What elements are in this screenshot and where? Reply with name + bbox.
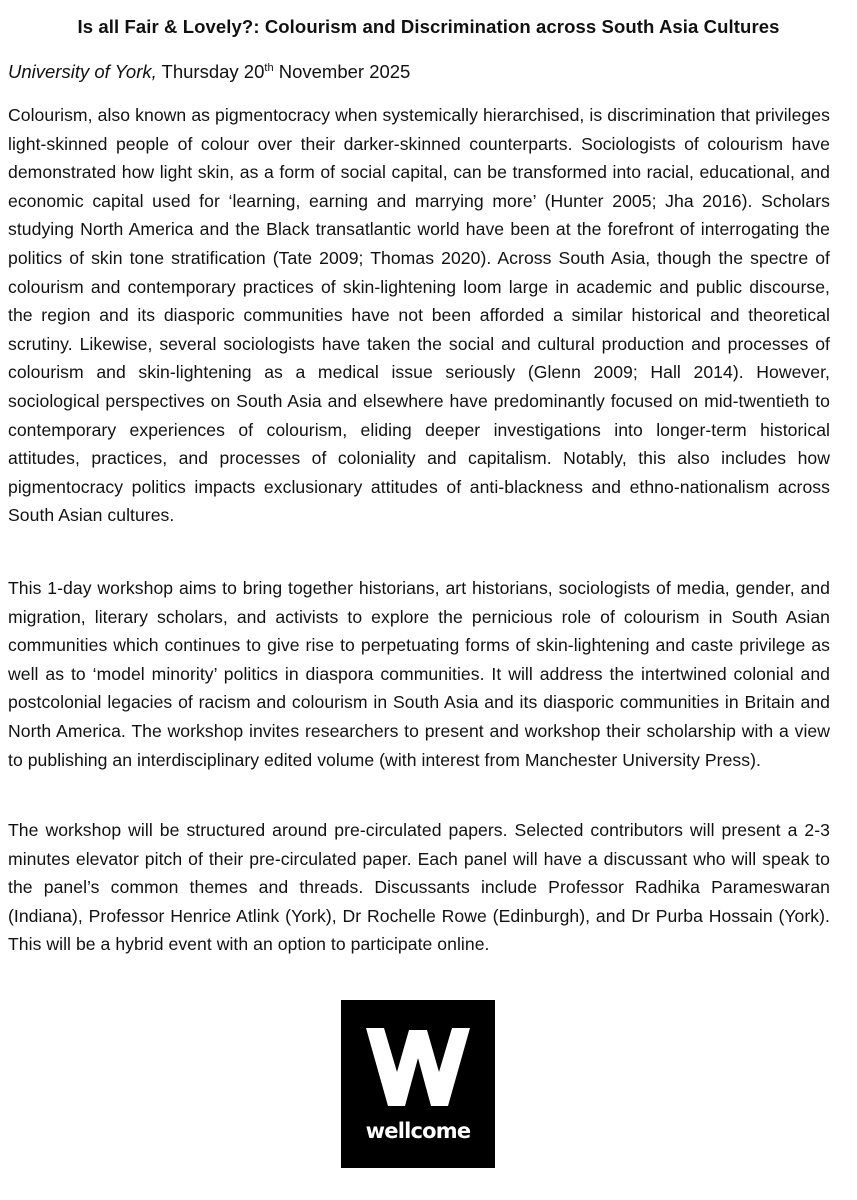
event-date-ordinal: th [264, 62, 274, 74]
event-dateline [8, 60, 410, 84]
event-date-suffix: November 2025 [273, 61, 411, 82]
event-date-prefix: Thursday 20 [156, 61, 265, 82]
page-title: Is all Fair & Lovely?: Colourism and Discrimination across South Asia Cultures [77, 16, 780, 37]
body-paragraph-1: Colourism, also known as pigmentocracy when systemically hierarchised, is discrimination that privileges light-skinned people of colour over their darker-skinned counterparts. Sociologists of colourism have demonstrated how light skin, as a form of social capital, can be transformed into racial, educational, and economic capital used for ‘learning, earning and marrying more’ (Hunter 2005; Jha 2016). Scholars studying North America and the Black transatlantic world have been at the forefront of interrogating the politics of skin tone stratification (Tate 2009; Thomas 2020). Across South Asia, though the spectre of colourism and contemporary practices of skin-lightening loom large in academic and public discourse, the region and its diasporic communities have not been afforded a similar historical and theoretical scrutiny. Likewise, several sociologists have taken the social and cultural production and processes of colourism and skin-lightening as a medical issue seriously (Glenn 2009; Hall 2014). However, sociological perspectives on South Asia and elsewhere have predominantly focused on mid-twentieth to contemporary experiences of colourism, eliding deeper investigations into longer-term historical attitudes, practices, and processes of coloniality and capitalism. Notably, this also includes how pigmentocracy politics impacts exclusionary attitudes of anti-blackness and ethno-nationalism across South Asian cultures. [8, 105, 830, 526]
wellcome-logo [341, 1000, 495, 1168]
event-institution: University of York, [8, 61, 157, 82]
wellcome-w-icon [366, 1024, 470, 1108]
body-paragraph-3: The workshop will be structured around pre-circulated papers. Selected contributors will present a 2-3 minutes elevator pitch of their pre-circulated paper. Each panel will have a discussant who will speak to the panel’s common themes and threads. Discussants include Professor Radhika Parameswaran (Indiana), Professor Henrice Atlink (York), Dr Rochelle Rowe (Edinburgh), and Dr Purba Hossain (York). This will be a hybrid event with an option to participate online. [8, 820, 830, 955]
body-paragraph-2: This 1-day workshop aims to bring together historians, art historians, sociologists of media, gender, and migration, literary scholars, and activists to explore the pernicious role of colourism in South Asian communities which continues to give rise to perpetuating forms of skin-lightening and caste privilege as well as to ‘model minority’ politics in diaspora communities. It will address the intertwined colonial and postcolonial legacies of racism and colourism in South Asia and its diasporic communities in Britain and North America. The workshop invites researchers to present and workshop their scholarship with a view to publishing an interdisciplinary edited volume (with interest from Manchester University Press). [8, 578, 830, 770]
wellcome-wordmark: wellcome [365, 1119, 471, 1143]
